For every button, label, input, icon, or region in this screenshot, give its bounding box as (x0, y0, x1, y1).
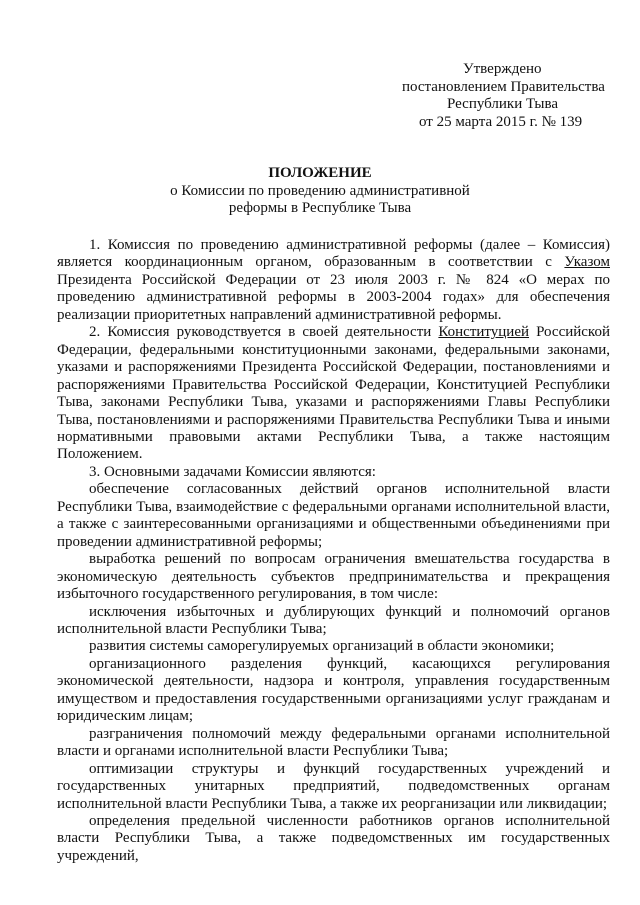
paragraph-4: обеспечение согласованных действий органов исполнительной власти Республики Тыва, взаимодействие с федеральными органами исполнительной власти, а также с заинтересованными организациями и общественными объединениями при проведении административной реформы; (57, 481, 610, 550)
approval-line-2: постановлением Правительства (402, 78, 605, 95)
paragraph-8: организационного разделения функций, касающихся регулирования экономической деятельности, надзора и контроля, управления государственным имуществом и предоставления государственными организациями услуг гражданам и юридическим лицам; (57, 655, 610, 725)
konstituciya-link[interactable]: Конституцией (438, 324, 529, 341)
paragraph-10: оптимизации структуры и функций государственных учреждений и государственных унитарных предприятий, подведомственных органам исполнительной власти Республики Тыва, а также их реорганизации или ликвидации; (57, 760, 610, 812)
approval-line-4: от 25 марта 2015 г. № 139 (419, 113, 583, 130)
approval-line-1: Утверждено (463, 61, 542, 77)
paragraph-6: исключения избыточных и дублирующих функций и полномочий органов исполнительной власти Республики Тыва; (57, 603, 610, 637)
paragraph-7: развития системы саморегулируемых организаций в области экономики; (89, 638, 555, 655)
ukaz-link[interactable]: Указом (564, 254, 610, 271)
document-title (0, 165, 640, 218)
document-body (57, 237, 610, 865)
title-subtitle-line-2: реформы в Республике Тыва (228, 200, 412, 216)
paragraph-11: определения предельной численности работников органов исполнительной власти Республики Тыва, а также подведомственных им государственных учреждений, (57, 812, 610, 864)
paragraph-5: выработка решений по вопросам ограничения вмешательства государства в экономическую деятельность субъектов предпринимательства и прекращения избыточного государственного регулирования, в том числе: (57, 551, 610, 603)
title-heading: ПОЛОЖЕНИЕ (268, 165, 372, 181)
title-subtitle-line-1: о Комиссии по проведению административной (170, 182, 470, 199)
paragraph-2: 2. Комиссия руководствуется в своей деятельности Конституцией Российской Федерации, федеральными конституционными законами, федеральными законами, указами и распоряжениями Президента Российской Федерации, постановлениями и распоряжениями Правительства Российской Федерации, Конституцией Республики Тыва, законами Республики Тыва, указами и распоряжениями Главы Республики Тыва, постановлениями и распоряжениями Правительства Республики Тыва и иными нормативными правовыми актами Республики Тыва, а также настоящим Положением. (57, 324, 610, 463)
paragraph-9: разграничения полномочий между федеральными органами исполнительной власти и органами исполнительной власти Республики Тыва; (57, 725, 610, 760)
paragraph-1: 1. Комиссия по проведению административной реформы (далее – Комиссия) является координационным органом, образованным в соответствии с Указом Президента Российской Федерации от 23 июля 2003 г. № 824 «О мерах по проведению административной реформы в 2003-2004 годах» для обеспечения реализации приоритетных направлений административной реформы. (57, 237, 610, 323)
approval-stamp (380, 61, 630, 131)
approval-line-3: Республики Тыва (447, 96, 559, 112)
paragraph-3: 3. Основными задачами Комиссии являются: (89, 463, 376, 480)
